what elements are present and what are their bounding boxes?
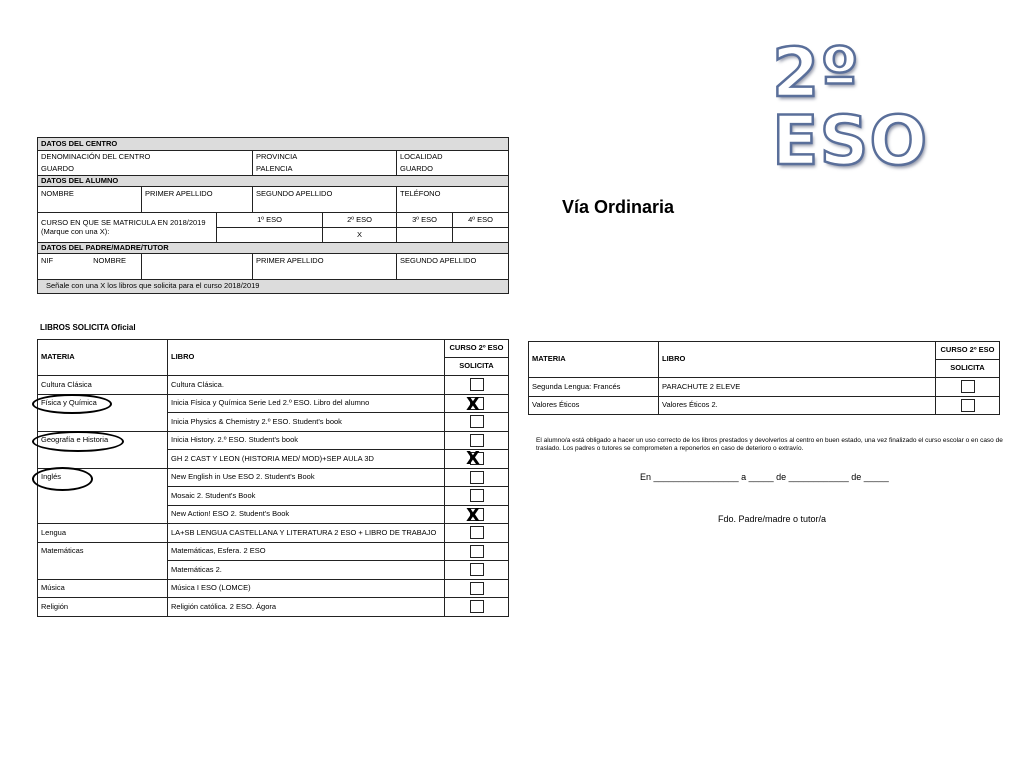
curso-4eso: 4º ESO <box>453 213 509 228</box>
via-ordinaria-heading: Vía Ordinaria <box>562 197 675 217</box>
book-row <box>38 561 509 580</box>
book-row <box>529 378 1000 397</box>
book-row <box>38 450 509 469</box>
circle-mark-ingles <box>32 467 93 491</box>
book-materia: Geografía e Historia <box>38 431 168 450</box>
circle-mark-geografia <box>32 431 124 452</box>
book-libro: Inicia History. 2.º ESO. Student's book <box>168 431 445 450</box>
solicita-checkbox[interactable] <box>470 378 484 391</box>
datos-centro-header: DATOS DEL CENTRO <box>38 138 509 151</box>
book-materia <box>38 505 168 524</box>
libros-col-solicita: SOLICITA <box>445 358 509 376</box>
curso-3eso: 3º ESO <box>397 213 453 228</box>
book-libro: Valores Éticos 2. <box>659 396 936 415</box>
book-row <box>38 542 509 561</box>
book-materia <box>38 450 168 469</box>
libros2-col-libro: LIBRO <box>659 342 936 378</box>
centro-col-provincia: PROVINCIA <box>253 151 397 164</box>
book-libro: New Action! ESO 2. Student's Book <box>168 505 445 524</box>
libros2-col-solicita: SOLICITA <box>936 360 1000 378</box>
centro-col-denominacion: DENOMINACIÓN DEL CENTRO <box>38 151 253 164</box>
libros-heading: LIBROS SOLICITA Oficial <box>40 323 136 332</box>
firma-line: Fdo. Padre/madre o tutor/a <box>718 514 827 524</box>
book-solicita-cell <box>445 579 509 598</box>
book-solicita-cell <box>445 431 509 450</box>
libros-col-materia: MATERIA <box>38 340 168 376</box>
curso-2eso-mark[interactable]: X <box>323 228 397 243</box>
book-solicita-cell <box>445 598 509 617</box>
book-row <box>38 487 509 506</box>
book-solicita-cell <box>936 378 1000 397</box>
padre-nif-label: NIF <box>41 256 54 265</box>
solicita-checkbox[interactable] <box>470 526 484 539</box>
padre-segundo-apellido: SEGUNDO APELLIDO <box>397 254 509 280</box>
book-materia: Religión <box>38 598 168 617</box>
book-libro: Matemáticas, Esfera. 2 ESO <box>168 542 445 561</box>
solicita-checkbox[interactable] <box>470 563 484 576</box>
x-mark-ingles: X <box>466 505 480 526</box>
libros2-table <box>528 341 1000 415</box>
page-title: 2º ESO <box>772 34 929 181</box>
solicita-checkbox[interactable] <box>470 582 484 595</box>
book-solicita-cell <box>936 396 1000 415</box>
book-solicita-cell <box>445 468 509 487</box>
book-row <box>38 524 509 543</box>
solicita-checkbox[interactable] <box>961 399 975 412</box>
solicita-checkbox[interactable] <box>470 545 484 558</box>
alumno-primer-apellido: PRIMER APELLIDO <box>142 187 253 213</box>
book-solicita-cell <box>445 487 509 506</box>
book-materia: Física y Química <box>38 394 168 413</box>
obligacion-text: El alumno/a está obligado a hacer un uso correcto de los libros prestados y devolverlos al centro en buen estado, una vez finalizado el curso escolar o en caso de traslado. Los padres o tutores se comprometen a reponerlos en caso de deterioro o extravío. <box>536 437 1003 453</box>
book-libro: Religión católica. 2 ESO. Ágora <box>168 598 445 617</box>
book-libro: GH 2 CAST Y LEON (HISTORIA MED/ MOD)+SEP AULA 3D <box>168 450 445 469</box>
book-materia: Segunda Lengua: Francés <box>529 378 659 397</box>
book-materia: Valores Éticos <box>529 396 659 415</box>
alumno-nombre: NOMBRE <box>38 187 142 213</box>
solicita-checkbox[interactable] <box>470 434 484 447</box>
book-solicita-cell <box>445 524 509 543</box>
fecha-line: En _________________ a _____ de ____________ de _____ <box>640 472 889 482</box>
book-solicita-cell <box>445 542 509 561</box>
datos-table <box>37 137 509 294</box>
book-row <box>38 579 509 598</box>
solicita-checkbox[interactable] <box>470 471 484 484</box>
libros-table <box>37 339 509 617</box>
centro-val-localidad: GUARDO <box>397 164 509 176</box>
book-libro: LA+SB LENGUA CASTELLANA Y LITERATURA 2 ESO + LIBRO DE TRABAJO <box>168 524 445 543</box>
curso-1eso: 1º ESO <box>217 213 323 228</box>
alumno-segundo-apellido: SEGUNDO APELLIDO <box>253 187 397 213</box>
padre-primer-apellido: PRIMER APELLIDO <box>253 254 397 280</box>
curso-3eso-mark[interactable] <box>397 228 453 243</box>
book-row <box>38 505 509 524</box>
libros-col-libro: LIBRO <box>168 340 445 376</box>
curso-1eso-mark[interactable] <box>217 228 323 243</box>
x-mark-fisica: X <box>466 394 480 415</box>
book-libro: Música I ESO (LOMCE) <box>168 579 445 598</box>
libros-col-curso: CURSO 2º ESO <box>445 340 509 358</box>
libros2-col-materia: MATERIA <box>529 342 659 378</box>
centro-col-localidad: LOCALIDAD <box>397 151 509 164</box>
book-row <box>38 413 509 432</box>
book-materia <box>38 413 168 432</box>
padre-blank <box>142 254 253 280</box>
centro-val-provincia: PALENCIA <box>253 164 397 176</box>
curso-label: CURSO EN QUE SE MATRICULA EN 2018/2019 (Marque con una X): <box>38 213 217 243</box>
book-solicita-cell <box>445 376 509 395</box>
x-mark-geografia: X <box>466 448 480 469</box>
circle-mark-fisica <box>32 394 112 414</box>
senale-note: Señale con una X los libros que solicita para el curso 2018/2019 <box>38 280 509 294</box>
libros2-col-curso: CURSO 2º ESO <box>936 342 1000 360</box>
datos-alumno-header: DATOS DEL ALUMNO <box>38 176 509 187</box>
book-materia: Cultura Clásica <box>38 376 168 395</box>
book-row <box>38 598 509 617</box>
book-libro: Matemáticas 2. <box>168 561 445 580</box>
curso-2eso: 2º ESO <box>323 213 397 228</box>
book-solicita-cell <box>445 561 509 580</box>
centro-val-denominacion: GUARDO <box>38 164 253 176</box>
book-libro: PARACHUTE 2 ELEVE <box>659 378 936 397</box>
book-libro: Inicia Física y Química Serie Led 2.º ESO. Libro del alumno <box>168 394 445 413</box>
book-materia <box>38 561 168 580</box>
solicita-checkbox[interactable] <box>470 489 484 502</box>
curso-4eso-mark[interactable] <box>453 228 509 243</box>
padre-nif <box>38 254 142 280</box>
book-materia: Música <box>38 579 168 598</box>
solicita-checkbox[interactable] <box>961 380 975 393</box>
book-materia: Matemáticas <box>38 542 168 561</box>
book-row <box>38 376 509 395</box>
solicita-checkbox[interactable] <box>470 600 484 613</box>
book-libro: Mosaic 2. Student's Book <box>168 487 445 506</box>
book-row <box>529 396 1000 415</box>
book-libro: Inicia Physics & Chemistry 2.º ESO. Student's book <box>168 413 445 432</box>
book-materia: Inglés <box>38 468 168 487</box>
book-row <box>38 468 509 487</box>
padre-nombre-label: NOMBRE <box>93 256 127 265</box>
alumno-telefono: TELÉFONO <box>397 187 509 213</box>
book-libro: New English in Use ESO 2. Student's Book <box>168 468 445 487</box>
datos-padre-header: DATOS DEL PADRE/MADRE/TUTOR <box>38 243 509 254</box>
book-solicita-cell <box>445 413 509 432</box>
book-materia: Lengua <box>38 524 168 543</box>
solicita-checkbox[interactable] <box>470 415 484 428</box>
book-libro: Cultura Clásica. <box>168 376 445 395</box>
